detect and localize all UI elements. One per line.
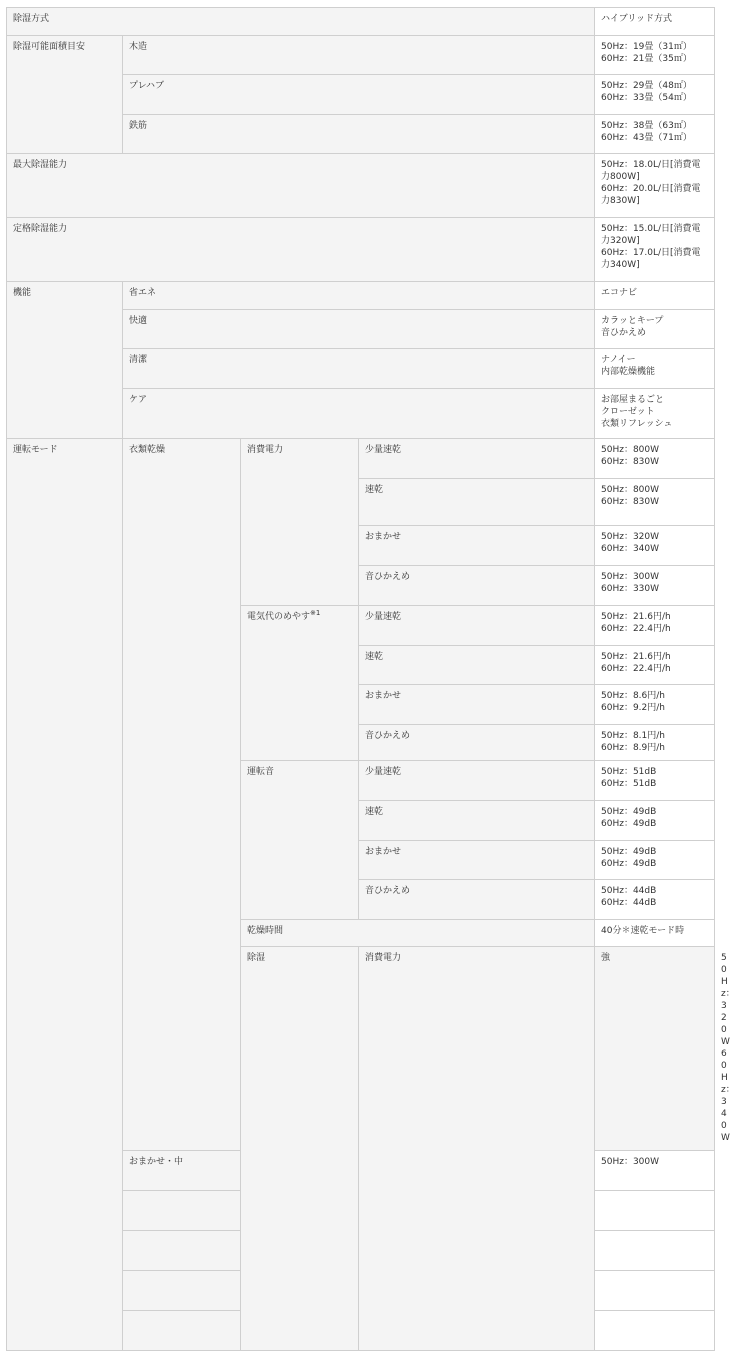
filler-cell — [123, 1231, 241, 1271]
label-laundry-cost-auto: おまかせ — [359, 685, 595, 725]
label-features: 機能 — [7, 282, 123, 439]
value-laundry-cost-fast: 50Hz：21.6円/h 60Hz：22.4円/h — [595, 646, 715, 685]
filler-cell — [595, 1271, 715, 1311]
label-laundry-noise: 運転音 — [241, 761, 359, 920]
value-laundry-cost-small: 50Hz：21.6円/h 60Hz：22.4円/h — [595, 606, 715, 646]
label-mode-laundry: 衣類乾燥 — [123, 439, 241, 1151]
filler-cell — [595, 1191, 715, 1231]
label-modes: 運転モード — [7, 439, 123, 1351]
value-laundry-noise-quiet: 50Hz：44dB 60Hz：44dB — [595, 880, 715, 920]
filler-cell — [595, 1231, 715, 1271]
label-mode-dehumid: 除湿 — [241, 947, 359, 1351]
value-method: ハイブリッド方式 — [595, 8, 715, 36]
label-feature-clean: 清潔 — [123, 349, 595, 389]
row-laundry-power-small — [7, 439, 715, 479]
label-laundry-noise-auto: おまかせ — [359, 841, 595, 880]
row-method — [7, 8, 715, 36]
row-rated-capacity — [7, 218, 715, 282]
label-laundry-cost-fast: 速乾 — [359, 646, 595, 685]
value-max-capacity: 50Hz：18.0L/日[消費電力800W] 60Hz：20.0L/日[消費電力830W] — [595, 154, 715, 218]
value-laundry-power-quiet: 50Hz：300W 60Hz：330W — [595, 566, 715, 606]
label-laundry-cost-small: 少量速乾 — [359, 606, 595, 646]
value-laundry-noise-fast: 50Hz：49dB 60Hz：49dB — [595, 801, 715, 841]
label-laundry-power: 消費電力 — [241, 439, 359, 606]
label-dehumid-power: 消費電力 — [359, 947, 595, 1351]
label-area-prefab: プレハブ — [123, 75, 595, 115]
filler-cell — [595, 1311, 715, 1351]
value-laundry-power-fast: 50Hz：800W 60Hz：830W — [595, 479, 715, 526]
label-laundry-power-fast: 速乾 — [359, 479, 595, 526]
value-laundry-noise-small: 50Hz：51dB 60Hz：51dB — [595, 761, 715, 801]
label-laundry-noise-small: 少量速乾 — [359, 761, 595, 801]
label-rated-capacity: 定格除湿能力 — [7, 218, 595, 282]
row-max-capacity — [7, 154, 715, 218]
value-dehumid-power-auto-mid: 50Hz：300W — [595, 1151, 715, 1191]
label-area: 除湿可能面積目安 — [7, 36, 123, 154]
row-area-wood — [7, 36, 715, 75]
filler-cell — [123, 1191, 241, 1231]
label-laundry-power-small: 少量速乾 — [359, 439, 595, 479]
filler-cell — [123, 1271, 241, 1311]
value-laundry-cost-auto: 50Hz：8.6円/h 60Hz：9.2円/h — [595, 685, 715, 725]
label-dehumid-power-strong: 強 — [595, 947, 715, 1151]
label-method: 除湿方式 — [7, 8, 595, 36]
value-laundry-dry-time: 40分＊速乾モード時 — [595, 920, 715, 947]
label-feature-care: ケア — [123, 389, 595, 439]
spec-table — [6, 7, 735, 1351]
label-laundry-power-auto: おまかせ — [359, 526, 595, 566]
label-laundry-noise-fast: 速乾 — [359, 801, 595, 841]
footnote-marker: ※1 — [310, 609, 321, 617]
value-laundry-cost-quiet: 50Hz：8.1円/h 60Hz：8.9円/h — [595, 725, 715, 761]
label-feature-comfort: 快適 — [123, 310, 595, 349]
label-laundry-power-quiet: 音ひかえめ — [359, 566, 595, 606]
value-area-rebar: 50Hz：38畳（63㎡） 60Hz：43畳（71㎡） — [595, 115, 715, 154]
value-laundry-power-auto: 50Hz：320W 60Hz：340W — [595, 526, 715, 566]
label-area-rebar: 鉄筋 — [123, 115, 595, 154]
label-laundry-noise-quiet: 音ひかえめ — [359, 880, 595, 920]
value-rated-capacity: 50Hz：15.0L/日[消費電力320W] 60Hz：17.0L/日[消費電力340W] — [595, 218, 715, 282]
value-laundry-noise-auto: 50Hz：49dB 60Hz：49dB — [595, 841, 715, 880]
value-feature-care: お部屋まるごと クローゼット 衣類リフレッシュ — [595, 389, 715, 439]
label-max-capacity: 最大除湿能力 — [7, 154, 595, 218]
value-feature-eco: エコナビ — [595, 282, 715, 310]
filler-cell — [123, 1311, 241, 1351]
value-laundry-power-small: 50Hz：800W 60Hz：830W — [595, 439, 715, 479]
value-area-prefab: 50Hz：29畳（48㎡） 60Hz：33畳（54㎡） — [595, 75, 715, 115]
label-laundry-cost — [241, 606, 359, 761]
row-feature-eco — [7, 282, 715, 310]
label-laundry-cost-text: 電気代のめやす — [247, 612, 311, 622]
label-laundry-dry-time: 乾燥時間 — [241, 920, 595, 947]
label-feature-eco: 省エネ — [123, 282, 595, 310]
label-dehumid-power-auto-mid: おまかせ・中 — [123, 1151, 241, 1191]
value-area-wood: 50Hz：19畳（31㎡） 60Hz：21畳（35㎡） — [595, 36, 715, 75]
value-feature-clean: ナノイー 内部乾燥機能 — [595, 349, 715, 389]
value-feature-comfort: カラッとキープ 音ひかえめ — [595, 310, 715, 349]
row-dehumid-power-strong: 除湿 消費電力 強 50Hz：320W 60Hz：340W — [7, 947, 715, 1151]
label-laundry-cost-quiet: 音ひかえめ — [359, 725, 595, 761]
label-area-wood: 木造 — [123, 36, 595, 75]
